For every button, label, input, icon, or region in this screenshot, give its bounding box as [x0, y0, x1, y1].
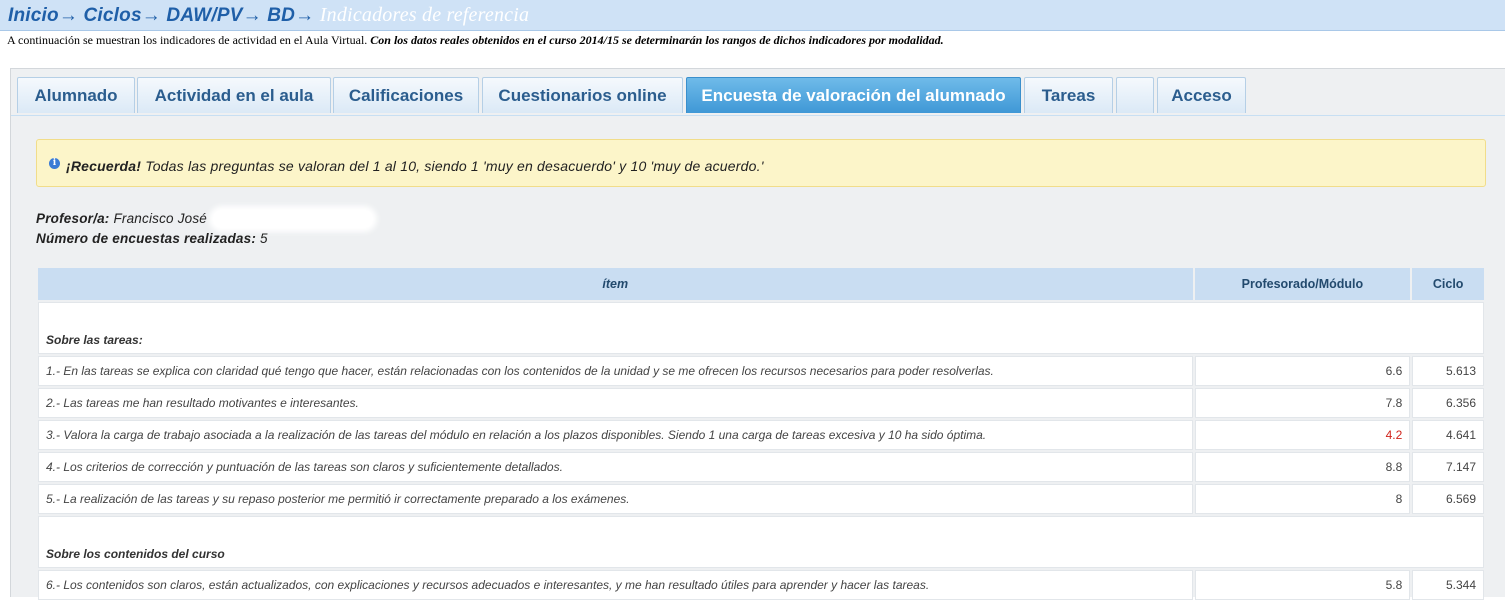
breadcrumb-separator: → [141, 5, 161, 26]
item-text: 1.- En las tareas se explica con claridad qué tengo que hacer, están relacionadas con los contenidos de la unidad y se me ofrecen los recursos necesarios para poder resolverlas. [38, 356, 1193, 386]
breadcrumb-bd[interactable]: BD [267, 5, 296, 26]
profesorado-value: 8.8 [1195, 452, 1411, 482]
header-profesorado: Profesorado/Módulo [1195, 268, 1411, 300]
breadcrumb-separator: → [58, 5, 79, 26]
profesorado-value: 6.6 [1195, 356, 1411, 386]
ciclo-value: 4.641 [1412, 420, 1484, 450]
profesorado-value-low: 4.2 [1195, 420, 1411, 450]
teacher-line [36, 209, 373, 229]
notice-bold: ¡Recuerda! [66, 158, 142, 174]
tab-alumnado[interactable]: Alumnado [17, 77, 135, 113]
section-title: Sobre las tareas: [38, 302, 1484, 354]
item-text: 5.- La realización de las tareas y su repaso posterior me permitió ir correctamente preparado a los exámenes. [38, 484, 1193, 514]
item-text: 3.- Valora la carga de trabajo asociada a la realización de las tareas del módulo en relación a los plazos disponibles. Siendo 1 una carga de tareas excesiva y 10 ha sido óptima. [38, 420, 1193, 450]
survey-count-line [36, 229, 373, 249]
intro-plain: A continuación se muestran los indicadores de actividad en el Aula Virtual. [7, 33, 368, 47]
notice-text [66, 158, 764, 174]
teacher-label: Profesor/a: [36, 211, 110, 226]
tab-encuesta-valoracion[interactable]: Encuesta de valoración del alumnado [686, 77, 1021, 113]
breadcrumb-daw-pv[interactable]: DAW/PV [166, 5, 243, 26]
redacted-surname [213, 210, 373, 228]
tab-cuestionarios-online[interactable]: Cuestionarios online [482, 77, 683, 113]
item-text: 4.- Los criterios de corrección y puntuación de las tareas son claros y suficientemente detallados. [38, 452, 1193, 482]
item-text: 6.- Los contenidos son claros, están actualizados, con explicaciones y recursos adecuados e interesantes, y me han resultado útiles para aprender y hacer las tareas. [38, 570, 1193, 600]
profesorado-value: 7.8 [1195, 388, 1411, 418]
breadcrumb-current: Indicadores de referencia [319, 4, 530, 26]
tab-acceso[interactable]: Acceso [1157, 77, 1246, 113]
table-row [38, 484, 1484, 514]
breadcrumb [8, 4, 529, 27]
tab-calificaciones[interactable]: Calificaciones [333, 77, 479, 113]
info-icon: i [49, 158, 60, 169]
reminder-notice [36, 139, 1486, 187]
section-row [38, 302, 1484, 354]
profesorado-value: 5.8 [1195, 570, 1411, 600]
profesorado-value: 8 [1195, 484, 1411, 514]
survey-count-value: 5 [260, 231, 268, 246]
teacher-info [36, 209, 373, 249]
ciclo-value: 5.613 [1412, 356, 1484, 386]
ciclo-value: 5.344 [1412, 570, 1484, 600]
breadcrumb-separator: → [242, 5, 262, 26]
breadcrumb-bar [0, 0, 1505, 31]
table-row [38, 452, 1484, 482]
table-header-row [38, 268, 1484, 300]
ciclo-value: 6.569 [1412, 484, 1484, 514]
intro-emphasis: Con los datos reales obtenidos en el curso 2014/15 se determinarán los rangos de dichos indicadores por modalidad. [370, 33, 944, 47]
tab-unlabeled[interactable] [1116, 77, 1154, 113]
indicators-panel [10, 68, 1505, 597]
survey-table [36, 266, 1486, 602]
ciclo-value: 7.147 [1412, 452, 1484, 482]
survey-count-label: Número de encuestas realizadas: [36, 231, 257, 246]
tab-bar [11, 69, 1505, 116]
ciclo-value: 6.356 [1412, 388, 1484, 418]
table-row [38, 388, 1484, 418]
section-row [38, 516, 1484, 568]
breadcrumb-inicio[interactable]: Inicio [8, 5, 59, 26]
tab-actividad-en-el-aula[interactable]: Actividad en el aula [137, 77, 331, 113]
header-ciclo: Ciclo [1412, 268, 1484, 300]
notice-message: Todas las preguntas se valoran del 1 al 10, siendo 1 'muy en desacuerdo' y 10 'muy de acuerdo.' [145, 158, 764, 174]
teacher-name: Francisco José [113, 211, 208, 226]
item-text: 2.- Las tareas me han resultado motivantes e interesantes. [38, 388, 1193, 418]
breadcrumb-ciclos[interactable]: Ciclos [83, 5, 142, 26]
table-row [38, 420, 1484, 450]
table-row [38, 356, 1484, 386]
tab-tareas[interactable]: Tareas [1024, 77, 1113, 113]
section-title: Sobre los contenidos del curso [38, 516, 1484, 568]
header-item: ítem [38, 268, 1193, 300]
breadcrumb-separator: → [295, 5, 315, 26]
intro-text [7, 33, 944, 48]
